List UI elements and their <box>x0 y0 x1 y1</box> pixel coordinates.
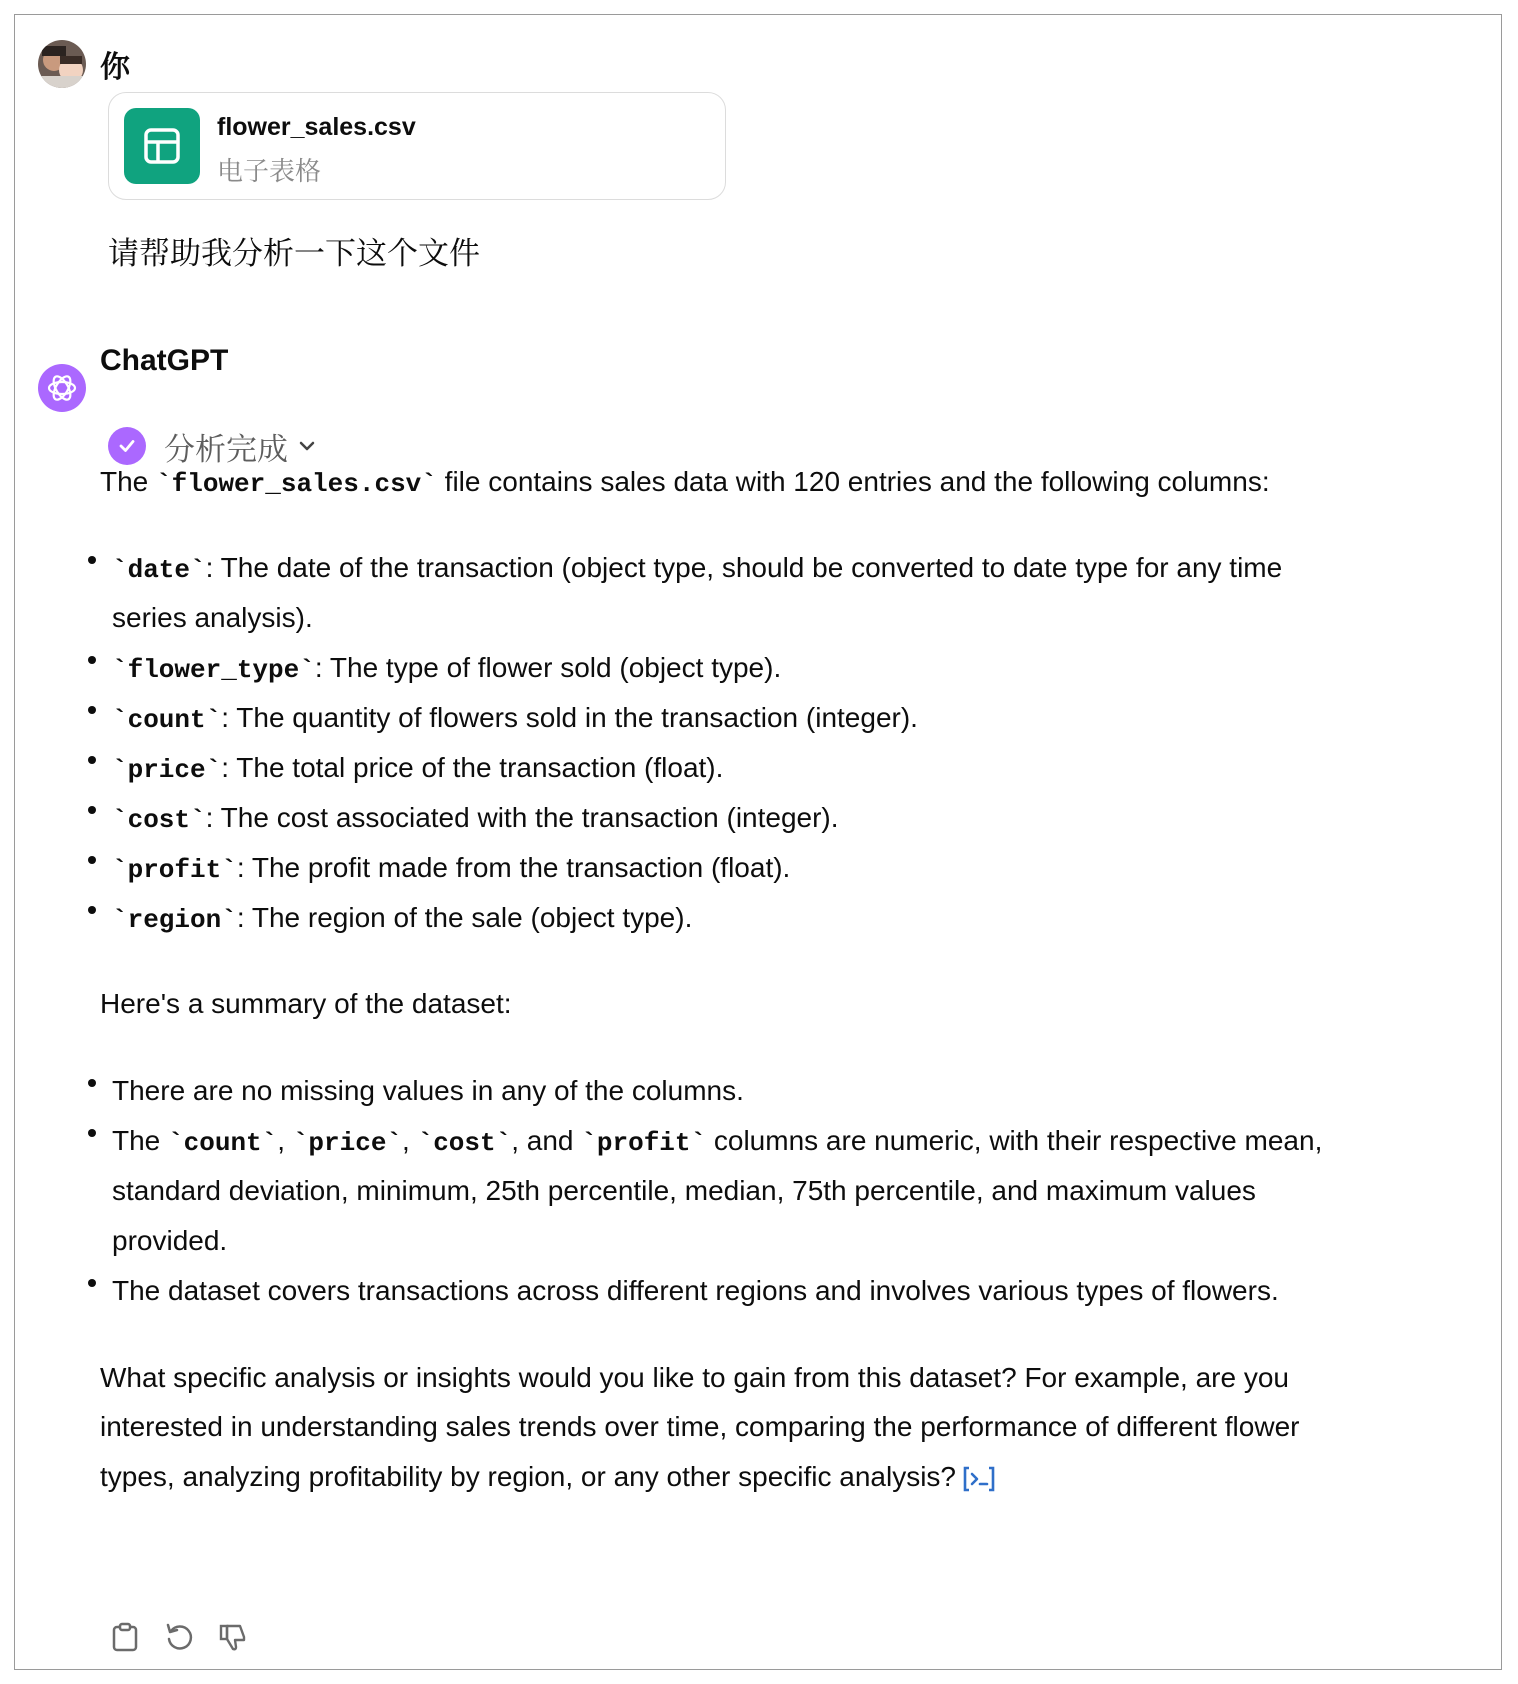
check-icon <box>108 427 146 465</box>
column-desc: : The quantity of flowers sold in the transaction (integer). <box>221 702 918 733</box>
closing-line-3-text: types, analyzing profitability by region, or any other specific analysis? <box>100 1461 956 1492</box>
list-item-date-cont: series analysis). <box>112 602 313 633</box>
summary-item-numeric-line3: provided. <box>112 1225 228 1256</box>
bullet <box>88 706 96 714</box>
code-cost: `cost` <box>417 1128 512 1158</box>
column-desc: : The type of flower sold (object type). <box>314 652 782 683</box>
analysis-status[interactable] <box>108 426 316 466</box>
summary-item-missing: There are no missing values in any of the columns. <box>112 1075 744 1106</box>
column-code: `date` <box>112 555 206 585</box>
list-item-region <box>112 901 692 937</box>
bullet <box>88 556 96 564</box>
bullet <box>88 806 96 814</box>
message-actions <box>108 1620 250 1654</box>
chevron-down-icon[interactable] <box>298 437 316 455</box>
list-item-date <box>112 551 1282 587</box>
code-price: `price` <box>292 1128 403 1158</box>
openai-logo-icon <box>45 371 79 405</box>
column-code: `cost` <box>112 805 206 835</box>
bullet <box>88 1079 96 1087</box>
summary-heading: Here's a summary of the dataset: <box>100 988 512 1019</box>
intro-pre: The <box>100 466 149 497</box>
column-desc: : The profit made from the transaction (float). <box>236 852 791 883</box>
attachment-card[interactable] <box>108 92 726 200</box>
text-span: , and <box>511 1125 574 1156</box>
summary-item-numeric <box>112 1124 1322 1160</box>
closing-line-3 <box>100 1460 996 1494</box>
bullet <box>88 906 96 914</box>
regenerate-icon[interactable] <box>162 1620 196 1654</box>
bullet <box>88 1129 96 1137</box>
bullet <box>88 656 96 664</box>
text-span: , <box>277 1125 286 1156</box>
attachment-filetype: 电子表格 <box>217 156 322 186</box>
status-label: 分析完成 <box>164 431 288 467</box>
closing-line-2: interested in understanding sales trends over time, comparing the performance of different flower <box>100 1411 1300 1442</box>
column-code: `region` <box>112 905 237 935</box>
list-item-flower-type <box>112 651 781 687</box>
user-avatar[interactable] <box>38 40 86 88</box>
table-icon <box>124 108 200 184</box>
copy-icon[interactable] <box>108 1620 142 1654</box>
bullet <box>88 756 96 764</box>
closing-line-1: What specific analysis or insights would you like to gain from this dataset? For example, are you <box>100 1362 1290 1393</box>
code-interpreter-icon[interactable] <box>962 1465 996 1493</box>
summary-item-coverage: The dataset covers transactions across different regions and involves various types of flowers. <box>112 1275 1279 1306</box>
summary-item-numeric-line2: standard deviation, minimum, 25th percentile, median, 75th percentile, and maximum values <box>112 1175 1256 1206</box>
list-item-profit <box>112 851 790 887</box>
attachment-filename: flower_sales.csv <box>217 113 416 141</box>
column-desc: : The date of the transaction (object type, should be converted to date type for any time <box>205 552 1283 583</box>
chatgpt-avatar <box>38 364 86 412</box>
intro-paragraph <box>100 465 1270 501</box>
list-item-price <box>112 751 723 787</box>
intro-post: file contains sales data with 120 entries and the following columns: <box>444 466 1270 497</box>
column-code: `flower_type` <box>112 655 315 685</box>
column-desc: : The cost associated with the transaction (integer). <box>205 802 839 833</box>
code-profit: `profit` <box>581 1128 707 1158</box>
text-span: The <box>112 1125 161 1156</box>
bullet <box>88 1279 96 1287</box>
text-span: , <box>402 1125 410 1156</box>
assistant-name: ChatGPT <box>100 344 229 377</box>
intro-code: `flower_sales.csv` <box>156 469 437 499</box>
column-code: `count` <box>112 705 222 735</box>
user-name: 你 <box>100 51 130 84</box>
column-code: `price` <box>112 755 222 785</box>
user-message: 请帮助我分析一下这个文件 <box>108 236 480 271</box>
column-desc: : The region of the sale (object type). <box>236 902 693 933</box>
text-span: columns are numeric, with their respective mean, <box>713 1125 1323 1156</box>
list-item-cost <box>112 801 839 837</box>
column-desc: : The total price of the transaction (float). <box>221 752 724 783</box>
list-item-count <box>112 701 918 737</box>
bullet <box>88 856 96 864</box>
column-code: `profit` <box>112 855 237 885</box>
code-count: `count` <box>168 1128 278 1158</box>
thumbs-down-icon[interactable] <box>216 1620 250 1654</box>
